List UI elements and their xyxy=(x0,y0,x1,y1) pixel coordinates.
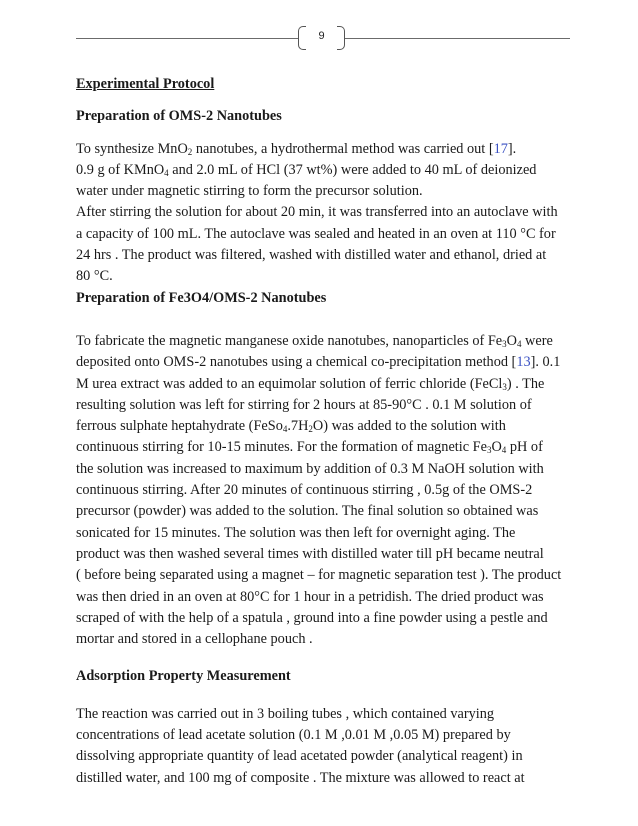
text-line: ferrous sulphate heptahydrate $(FeSo_4.7H_2O)$ was added to the solution with xyxy=(76,418,506,435)
text-line: continuous stirring. After 20 minutes of continuous stirring , 0.5g of the OMS-2 xyxy=(76,482,533,499)
paragraph-oms2 xyxy=(76,139,576,288)
text-line: a capacity of 100 mL. The autoclave was sealed and heated in an oven at 110 °C for xyxy=(76,225,556,242)
text-line: scraped of with the help of a spatula , ground into a fine powder using a pestle and xyxy=(76,609,548,626)
text-line: mortar and stored in a cellophane pouch . xyxy=(76,631,313,648)
page-number-bracket-left xyxy=(298,26,306,50)
text-line: After stirring the solution for about 20 min, it was transferred into an autoclave with xyxy=(76,204,558,221)
text-line: deposited onto OMS-2 nanotubes using a chemical co-precipitation method [13]. 0.1 xyxy=(76,354,561,371)
header-rule-left xyxy=(76,38,298,39)
text-line: dissolving appropriate quantity of lead acetated powder (analytical reagent) in xyxy=(76,748,523,765)
citation-link[interactable]: 13 xyxy=(516,354,531,371)
header-rule-right xyxy=(345,38,570,39)
text-line: To fabricate the magnetic manganese oxide nanotubes, nanoparticles of $Fe_3O_4$ were xyxy=(76,332,553,349)
paragraph-adsorption xyxy=(76,704,576,789)
text-line: 80 °C. xyxy=(76,268,113,285)
paragraph-fe3o4 xyxy=(76,331,576,650)
text-line: concentrations of lead acetate solution (0.1 M ,0.01 M ,0.05 M) prepared by xyxy=(76,727,511,744)
text-line: M urea extract was added to an equimolar solution of ferric chloride (FeCl$_3$) . The xyxy=(76,375,545,392)
text-line: sonicated for 15 minutes. The solution was then left for overnight aging. The xyxy=(76,524,516,541)
text-line: continuous stirring for 10-15 minutes. For the formation of magnetic $Fe_3O_4$ pH of xyxy=(76,439,543,456)
text-line: the solution was increased to maximum by addition of 0.3 M NaOH solution with xyxy=(76,460,544,477)
page-body xyxy=(76,74,576,789)
text-line: 0.9 g of KMnO$_4$ and 2.0 mL of HCl (37 wt%) were added to 40 mL of deionized xyxy=(76,161,537,178)
text-line: 24 hrs . The product was filtered, washed with distilled water and ethanol, dried at xyxy=(76,247,547,264)
section-title-fe3o4: Preparation of Fe3O4/OMS-2 Nanotubes xyxy=(76,289,327,306)
text-line: distilled water, and 100 mg of composite . The mixture was allowed to react at xyxy=(76,769,525,786)
section-title-adsorption: Adsorption Property Measurement xyxy=(76,668,291,685)
text-line: product was then washed several times with distilled water till pH became neutral xyxy=(76,545,544,562)
page-number: 9 xyxy=(318,30,325,42)
text-line: resulting solution was left for stirring for 2 hours at 85-90°C . 0.1 M solution of xyxy=(76,396,532,413)
text-line: was then dried in an oven at 80°C for 1 hour in a petridish. The dried product was xyxy=(76,588,544,605)
section-title-oms2: Preparation of OMS-2 Nanotubes xyxy=(76,108,282,125)
page-number-bracket-right xyxy=(337,26,345,50)
text-line: To synthesize MnO$_2$ nanotubes, a hydrothermal method was carried out [17]. xyxy=(76,140,517,157)
text-line: The reaction was carried out in 3 boiling tubes , which contained varying xyxy=(76,705,495,722)
citation-link[interactable]: 17 xyxy=(493,140,508,157)
section-title-protocol: Experimental Protocol xyxy=(76,76,215,92)
text-line: precursor (powder) was added to the solution. The final solution so obtained was xyxy=(76,503,539,520)
text-line: ( before being separated using a magnet – for magnetic separation test ). The product xyxy=(76,567,562,584)
text-line: water under magnetic stirring to form the precursor solution. xyxy=(76,183,423,200)
page-header xyxy=(0,26,638,52)
